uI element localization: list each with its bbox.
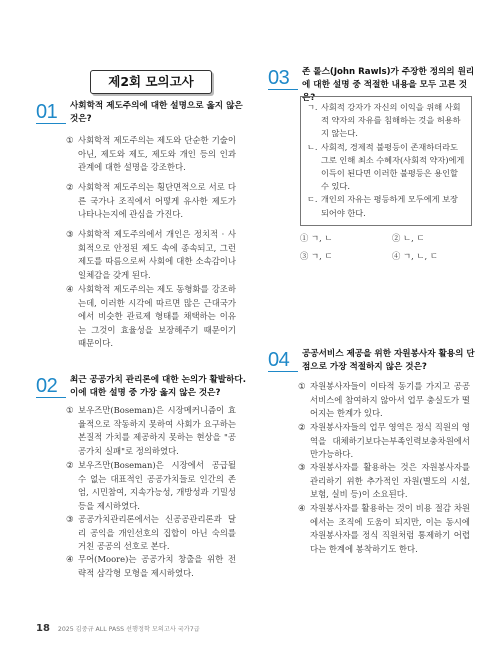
option-marker: ④: [298, 503, 306, 513]
question-number: 04: [268, 348, 298, 372]
option-marker: ③: [298, 462, 306, 472]
option-text: 사회학적 제도주의는 횡단면적으로 서로 다른 국가나 조직에서 어떻게 유사한 제도가 나타나는지에 관심을 가진다.: [78, 182, 236, 220]
option-marker: ③: [66, 514, 74, 524]
option-marker: ②: [66, 460, 74, 470]
q03-choice-3[interactable]: [300, 250, 333, 262]
q02-option-3[interactable]: [66, 513, 236, 554]
question-04-header: [268, 348, 478, 374]
option-marker: ①: [298, 381, 306, 391]
q04-option-4[interactable]: [298, 502, 470, 556]
choice-marker: ④: [392, 251, 401, 261]
statement-marker: ㄴ.: [307, 141, 318, 152]
question-text: 사회학적 제도주의에 대한 설명으로 옳지 않은 것은?: [70, 101, 243, 124]
footer-text: 2025 김중규 ALL PASS 선행정학 모의고사 국가7급: [57, 626, 200, 633]
question-number: 03: [268, 66, 298, 90]
option-text: 보우즈만(Boseman)은 시장에서 공급될 수 없는 대표적인 공공가치들로 인간의 존엄, 시민참여, 지속가능성, 개방성과 기밀성 등을 제시하였다.: [78, 460, 236, 511]
option-text: 사회학적 제도주의에서 개인은 정치적 · 사회적으로 안정된 제도 속에 종속되고, 그런 제도를 따름으로써 사회에 대한 소속감이나 일체감을 갖게 된다.: [78, 229, 236, 280]
statement-marker: ㄷ.: [307, 194, 318, 205]
q04-option-2[interactable]: [298, 421, 470, 462]
statement-text: 사회적 강자가 자신의 이익을 위해 사회적 약자의 자유를 침해하는 것을 허용하지 않는다.: [321, 102, 461, 139]
q01-option-3[interactable]: [66, 228, 236, 282]
choice-text: ㄱ, ㄴ, ㄷ: [403, 251, 438, 261]
q01-option-2[interactable]: [66, 181, 236, 222]
option-marker: ①: [66, 405, 74, 415]
statement-item: [303, 141, 465, 194]
option-marker: ①: [66, 135, 74, 145]
option-text: 사회학적 제도주의는 제도 동형화를 강조하는데, 이러한 시각에 따르면 많은 근대국가에서 비슷한 관료제 형태를 채택하는 이유는 그것이 효율성을 보장해주기 때문이기 때문이다.: [78, 284, 236, 349]
q02-option-1[interactable]: [66, 404, 236, 458]
option-marker: ③: [66, 229, 74, 239]
question-text: 공공서비스 제공을 위한 자원봉사자 활용의 단점으로 가장 적절하지 않은 것은?: [302, 349, 475, 372]
choice-marker: ①: [300, 233, 309, 243]
choice-marker: ③: [300, 251, 309, 261]
statement-text: 사회적, 경제적 불평등이 존재하더라도 그로 인해 최소 수혜자(사회적 약자)에게 이득이 된다면 이러한 불평등은 용인할 수 있다.: [321, 141, 465, 192]
option-marker: ②: [66, 182, 74, 192]
q01-option-4[interactable]: [66, 283, 236, 351]
q03-choice-1[interactable]: [300, 232, 333, 244]
question-01-header: [36, 100, 246, 126]
choice-text: ㄱ, ㄷ: [311, 251, 333, 261]
q04-option-1[interactable]: [298, 380, 470, 421]
exam-title: 제2회 모의고사: [90, 70, 212, 94]
page-footer: [36, 623, 200, 634]
option-text: 자원봉사자들이 이타적 동기를 가지고 공공서비스에 참여하지 않아서 업무 충실도가 떨어지는 한계가 있다.: [310, 381, 470, 419]
q01-option-1[interactable]: [66, 134, 236, 175]
choice-marker: ②: [392, 233, 401, 243]
question-text: 존 롤스(John Rawls)가 주장한 정의의 원리에 대한 설명 중 적절한 내용을 모두 고른 것은?: [302, 67, 475, 103]
statement-item: [303, 193, 465, 219]
question-number: 01: [36, 100, 66, 124]
option-text: 공공가치관리론에서는 신공공관리론과 달리 공익을 개인선호의 집합이 아닌 숙의를 거친 공공의 선호로 본다.: [78, 514, 236, 552]
question-02-header: [36, 374, 246, 400]
option-marker: ④: [66, 284, 74, 294]
q03-choices: [300, 232, 470, 268]
q03-choice-2[interactable]: [392, 232, 425, 244]
option-marker: ②: [298, 422, 306, 432]
q04-option-3[interactable]: [298, 461, 470, 502]
option-text: 무어(Moore)는 공공가치 창출을 위한 전략적 삼각형 모형을 제시하였다.: [78, 554, 236, 578]
option-marker: ④: [66, 554, 74, 564]
q02-option-2[interactable]: [66, 459, 236, 513]
statement-text: 개인의 자유는 평등하게 모두에게 보장되어야 한다.: [321, 194, 458, 218]
option-text: 사회학적 제도주의는 제도와 단순한 기술이 아닌, 제도와 제도, 제도와 개인 등의 인과관계에 대한 설명을 강조한다.: [78, 135, 236, 173]
option-text: 자원봉사자를 활용하는 것이 비용 절감 차원에서는 조직에 도움이 되지만, 이는 동시에 자원봉사자를 정식 직원처럼 통제하기 어렵다는 한계에 봉착하기도 한다.: [310, 503, 470, 554]
page-number: 18: [36, 623, 50, 634]
q03-statement-box: [300, 96, 472, 226]
statement-item: [303, 101, 465, 141]
statement-marker: ㄱ.: [307, 102, 318, 112]
choice-text: ㄴ, ㄷ: [403, 233, 425, 243]
choice-text: ㄱ, ㄴ: [311, 233, 333, 243]
q03-choice-4[interactable]: [392, 250, 438, 262]
option-text: 자원봉사자들의 업무 영역은 정식 직원의 영역을 대체하기보다는부족인력보충차원에서만가능하다.: [310, 422, 470, 460]
option-text: 보우즈만(Boseman)은 시장메커니즘이 효율적으로 작동하지 못하여 사회가 요구하는 본질적 가치를 제공하지 못하는 현상을 "공공가치 실패"로 정의하였다.: [78, 405, 236, 456]
q02-option-4[interactable]: [66, 553, 236, 580]
question-text: 최근 공공가치 관리론에 대한 논의가 활발하다. 이에 대한 설명 중 가장 옳지 않은 것은?: [70, 375, 246, 398]
option-text: 자원봉사자를 활용하는 것은 자원봉사자를 관리하기 위한 추가적인 자원(별도의 시설, 보험, 실비 등)이 소요된다.: [310, 462, 470, 500]
question-number: 02: [36, 374, 66, 398]
